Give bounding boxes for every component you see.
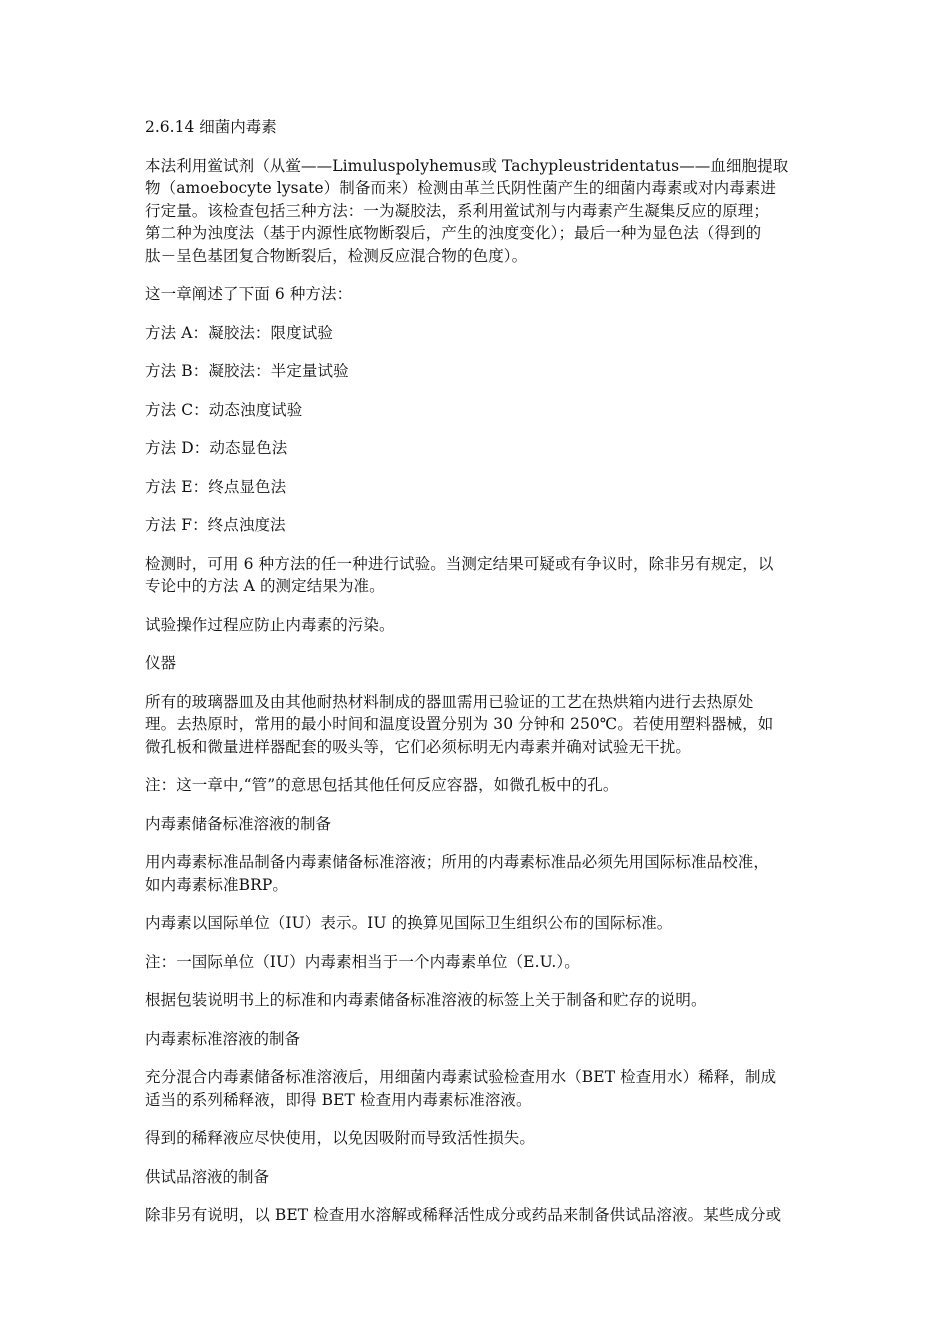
document-body: [145, 116, 811, 1243]
stock-solution-paragraph: [145, 851, 811, 896]
test-solution-heading: 供试品溶液的制备: [145, 1167, 270, 1186]
apparatus-note: 注：这一章中,“管”的意思包括其他任何反应容器，如微孔板中的孔。: [145, 776, 619, 794]
iu-paragraph: 内毒素以国际单位（IU）表示。IU 的换算见国际卫生组织公布的国际标准。: [145, 914, 673, 932]
text-line: 行定量。该检查包括三种方法：一为凝胶法，系利用鲎试剂与内毒素产生凝集反应的原理；: [145, 201, 770, 220]
storage-paragraph: 根据包装说明书上的标准和内毒素储备标准溶液的标签上关于制备和贮存的说明。: [145, 991, 707, 1009]
text-line: 检测时，可用 6 种方法的任一种进行试验。当测定结果可疑或有争议时，除非另有规定，以: [145, 554, 774, 573]
method-item: 方法 B：凝胶法：半定量试验: [145, 362, 349, 380]
text-line: 适当的系列稀释液，即得 BET 检查用内毒素标准溶液。: [145, 1090, 532, 1109]
iu-note: 注：一国际单位（IU）内毒素相当于一个内毒素单位（E.U.）。: [145, 952, 580, 971]
text-line: 微孔板和微量进样器配套的吸头等，它们必须标明无内毒素并确对试验无干扰。: [145, 737, 692, 756]
text-line: 专论中的方法 A 的测定结果为准。: [145, 577, 385, 595]
methods-intro: 这一章阐述了下面 6 种方法：: [145, 285, 353, 303]
text-line: 本法利用鲎试剂（从鲎——Limuluspolyhemus或 Tachypleustridentatus——血细胞提取: [145, 156, 789, 175]
apparatus-heading: 仪器: [145, 654, 177, 672]
method-item: 方法 E：终点显色法: [145, 477, 287, 496]
text-line: 充分混合内毒素储备标准溶液后，用细菌内毒素试验检查用水（BET 检查用水）稀释，制成: [145, 1068, 777, 1086]
method-item: 方法 D：动态显色法: [145, 439, 288, 457]
method-item: 方法 C：动态浊度试验: [145, 400, 303, 419]
apparatus-paragraph: [145, 691, 811, 759]
stock-solution-heading: 内毒素储备标准溶液的制备: [145, 814, 332, 833]
intro-paragraph: [145, 155, 811, 268]
text-line: 如内毒素标准BRP。: [145, 875, 288, 894]
text-line: 除非另有说明，以 BET 检查用水溶解或稀释活性成分或药品来制备供试品溶液。某些成分或: [145, 1206, 782, 1224]
usage-paragraph: 得到的稀释液应尽快使用，以免因吸附而导致活性损失。: [145, 1129, 536, 1147]
methods-note: [145, 553, 811, 598]
text-line: 物（amoebocyte lysate）制备而来）检测由革兰氏阴性菌产生的细菌内毒素或对内毒素进: [145, 179, 777, 197]
text-line: 用内毒素标准品制备内毒素储备标准溶液；所用的内毒素标准品必须先用国际标准品校准，: [145, 853, 770, 871]
standard-solution-heading: 内毒素标准溶液的制备: [145, 1029, 301, 1048]
text-line: 所有的玻璃器皿及由其他耐热材料制成的器皿需用已验证的工艺在热烘箱内进行去热原处: [145, 692, 754, 711]
text-line: 第二种为浊度法（基于内源性底物断裂后，产生的浊度变化）；最后一种为显色法（得到的: [145, 224, 762, 242]
standard-solution-paragraph: [145, 1066, 811, 1111]
contamination-note: 试验操作过程应防止内毒素的污染。: [145, 615, 395, 634]
test-solution-paragraph: [145, 1204, 811, 1227]
text-line: 理。去热原时，常用的最小时间和温度设置分别为 30 分钟和 250℃。若使用塑料器械，如: [145, 715, 774, 733]
method-item: 方法 F：终点浊度法: [145, 516, 286, 534]
section-title: 2.6.14 细菌内毒素: [145, 118, 277, 136]
text-line: 肽－呈色基团复合物断裂后，检测反应混合物的色度）。: [145, 246, 528, 265]
method-item: 方法 A：凝胶法：限度试验: [145, 323, 333, 342]
